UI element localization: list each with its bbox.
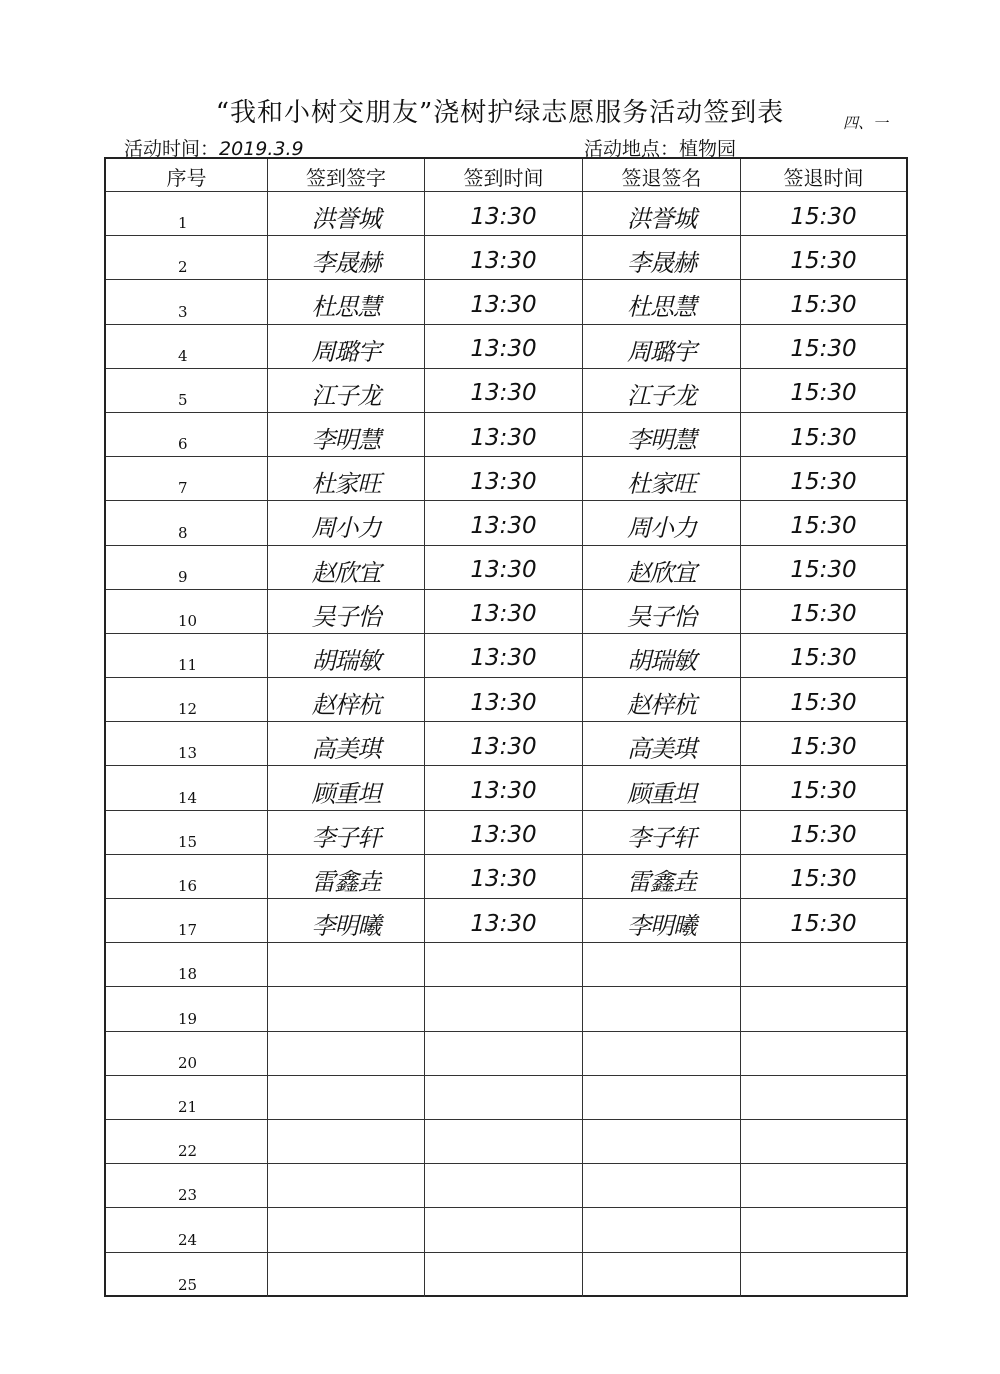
sign-out-signature: 李明慧 [583,413,741,456]
row-number: 4 [106,325,268,368]
sign-in-time [425,1120,583,1163]
table-row [106,766,906,810]
row-number: 1 [106,192,268,235]
row-number: 25 [106,1253,268,1297]
header-number: 序号 [106,159,268,191]
header-sign-in: 签到签字 [268,159,425,191]
sign-out-time [741,1208,906,1251]
sign-out-time: 15:30 [790,910,857,937]
sign-out-time [741,987,906,1030]
table-row [106,943,906,987]
sign-out-signature [583,987,741,1030]
sign-in-signature [268,1120,425,1163]
sign-out-time [741,1076,906,1119]
table-row [106,590,906,634]
sign-out-time: 15:30 [790,468,857,495]
sign-out-signature: 杜家旺 [583,457,741,500]
sign-in-time: 13:30 [425,855,583,898]
row-number: 14 [106,766,268,809]
table-row [106,280,906,324]
sign-out-time: 15:30 [790,291,857,318]
sign-out-time: 15:30 [790,778,857,805]
sign-in-signature: 周璐宇 [268,325,425,368]
sign-out-signature: 高美琪 [583,722,741,765]
table-row [106,722,906,766]
sign-in-time: 13:30 [425,325,583,368]
sign-out-signature [583,1032,741,1075]
sign-in-time [425,1208,583,1251]
header-sign-out: 签退签名 [583,159,741,191]
header-sign-out-time: 签退时间 [783,165,864,190]
sign-in-signature [268,943,425,986]
sign-in-time: 13:30 [425,369,583,412]
sign-in-time [425,1032,583,1075]
sign-in-signature: 李明曦 [268,899,425,942]
sign-in-signature: 江子龙 [268,369,425,412]
row-number: 11 [106,634,268,677]
sign-in-time: 13:30 [425,236,583,279]
row-number: 18 [106,943,268,986]
sign-out-signature [583,1253,741,1297]
row-number: 19 [106,987,268,1030]
sign-out-signature: 雷鑫垚 [583,855,741,898]
sign-in-signature: 赵欣宜 [268,546,425,589]
row-number: 9 [106,546,268,589]
row-number: 20 [106,1032,268,1075]
row-number: 10 [106,590,268,633]
sign-in-time: 13:30 [425,501,583,544]
sign-out-signature [583,1164,741,1207]
sign-in-signature [268,987,425,1030]
header-sign-in-time: 签到时间 [425,159,583,191]
row-number: 24 [106,1208,268,1251]
sign-in-time [425,1253,583,1297]
title-handwritten-note: 四、一 [843,114,889,132]
sign-out-signature: 洪誉城 [583,192,741,235]
sign-in-signature: 洪誉城 [268,192,425,235]
activity-place-value: 植物园 [679,138,737,160]
row-number: 17 [106,899,268,942]
sign-in-time: 13:30 [425,457,583,500]
table-row [106,457,906,501]
sign-out-signature: 李子轩 [583,811,741,854]
table-row [106,678,906,722]
table-row [106,899,906,943]
table-row [106,811,906,855]
table-row [106,855,906,899]
row-number: 7 [106,457,268,500]
sign-out-signature: 杜思慧 [583,280,741,323]
sign-in-time: 13:30 [425,280,583,323]
table-row [106,1253,906,1297]
sign-out-signature: 赵欣宜 [583,546,741,589]
table-header-row [106,159,906,192]
row-number: 23 [106,1164,268,1207]
sign-in-signature: 高美琪 [268,722,425,765]
table-row [106,1032,906,1076]
sign-out-signature: 胡瑞敏 [583,634,741,677]
sign-out-time: 15:30 [790,512,857,539]
sign-in-time: 13:30 [425,192,583,235]
sign-in-signature: 李明慧 [268,413,425,456]
sign-out-time: 15:30 [790,822,857,849]
sign-in-time: 13:30 [425,634,583,677]
row-number: 3 [106,280,268,323]
sign-out-time: 15:30 [790,645,857,672]
sign-out-time [741,943,906,986]
sign-out-time: 15:30 [790,866,857,893]
table-row [106,634,906,678]
sign-in-signature [268,1253,425,1297]
table-row [106,413,906,457]
table-row [106,1208,906,1252]
sign-in-signature: 杜思慧 [268,280,425,323]
sign-out-time: 15:30 [790,424,857,451]
sign-out-signature: 赵梓杭 [583,678,741,721]
table-row [106,369,906,413]
sign-in-signature [268,1032,425,1075]
table-row [106,1120,906,1164]
row-number: 2 [106,236,268,279]
sign-out-time: 15:30 [790,336,857,363]
sign-out-signature [583,943,741,986]
sign-out-signature: 顾重坦 [583,766,741,809]
sign-in-time [425,987,583,1030]
activity-time-value: 2019.3.9 [219,138,304,160]
sign-in-signature: 吴子怡 [268,590,425,633]
table-row [106,1164,906,1208]
sign-in-signature [268,1076,425,1119]
table-row [106,546,906,590]
row-number: 5 [106,369,268,412]
sign-in-time: 13:30 [425,590,583,633]
sign-in-signature [268,1208,425,1251]
sign-out-time [741,1032,906,1075]
sign-out-signature [583,1120,741,1163]
table-row [106,1076,906,1120]
sign-in-signature: 杜家旺 [268,457,425,500]
sign-in-time: 13:30 [425,722,583,765]
table-row [106,987,906,1031]
table-row [106,325,906,369]
sign-in-time [425,1164,583,1207]
sign-in-time: 13:30 [425,766,583,809]
row-number: 13 [106,722,268,765]
sign-out-signature [583,1076,741,1119]
table-row [106,501,906,545]
row-number: 21 [106,1076,268,1119]
sign-in-signature [268,1164,425,1207]
sign-out-time: 15:30 [790,689,857,716]
sign-out-signature: 周璐宇 [583,325,741,368]
sign-in-signature: 李晟赫 [268,236,425,279]
row-number: 8 [106,501,268,544]
row-number: 16 [106,855,268,898]
sign-out-signature: 李明曦 [583,899,741,942]
sign-in-time: 13:30 [425,678,583,721]
sign-out-signature: 李晟赫 [583,236,741,279]
sign-in-time [425,1076,583,1119]
sign-out-time [741,1253,906,1297]
sign-in-time: 13:30 [425,811,583,854]
sign-in-signature: 赵梓杭 [268,678,425,721]
table-row [106,236,906,280]
activity-time-label: 活动时间： [124,138,220,160]
sign-out-time: 15:30 [790,380,857,407]
page-title: “我和小树交朋友”浇树护绿志愿服务活动签到表 [215,98,785,128]
sign-out-time: 15:30 [790,733,857,760]
sign-out-time: 15:30 [790,203,857,230]
row-number: 6 [106,413,268,456]
sign-in-signature: 胡瑞敏 [268,634,425,677]
row-number: 22 [106,1120,268,1163]
sign-out-time: 15:30 [790,247,857,274]
sign-in-signature: 周小力 [268,501,425,544]
activity-place-label: 活动地点： [584,138,680,160]
sign-out-time [741,1164,906,1207]
sign-in-signature: 雷鑫垚 [268,855,425,898]
sign-in-time [425,943,583,986]
sign-in-time: 13:30 [425,413,583,456]
sign-out-time [741,1120,906,1163]
sign-in-signature: 李子轩 [268,811,425,854]
sign-out-signature: 江子龙 [583,369,741,412]
row-number: 12 [106,678,268,721]
sign-out-signature [583,1208,741,1251]
sign-out-signature: 吴子怡 [583,590,741,633]
row-number: 15 [106,811,268,854]
sign-out-time: 15:30 [790,557,857,584]
sign-out-time: 15:30 [790,601,857,628]
sign-in-signature: 顾重坦 [268,766,425,809]
signin-table [104,157,908,1297]
table-row [106,192,906,236]
sign-out-signature: 周小力 [583,501,741,544]
sign-in-time: 13:30 [425,546,583,589]
sign-in-time: 13:30 [425,899,583,942]
